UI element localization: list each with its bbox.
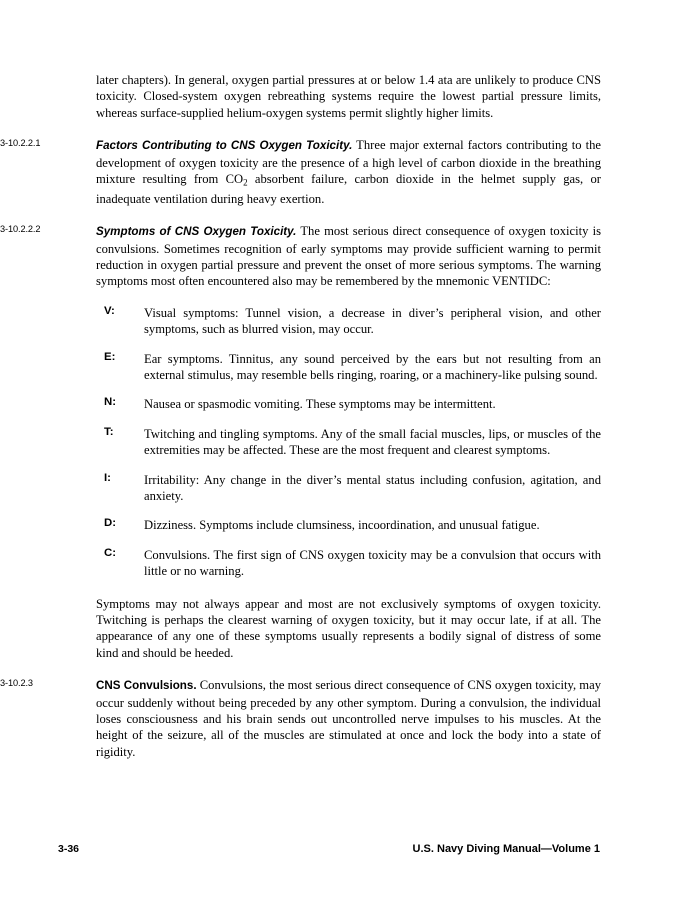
mnemonic-text: Convulsions. The first sign of CNS oxygen toxicity may be a convulsion that occurs with little or no warning.	[144, 547, 601, 579]
mnemonic-key: D:	[104, 517, 117, 530]
mnemonic-key: C:	[104, 546, 117, 559]
page-content	[0, 72, 601, 773]
mnemonic-key: V:	[104, 304, 115, 317]
mnemonic-text: Ear symptoms. Tinnitus, any sound perceived by the ears but not resulting from an external stimulus, may resemble bells ringing, roaring, or a machinery-like pulsing sound.	[144, 351, 601, 382]
section-text: The most serious direct consequence of oxygen toxicity is convulsions. Sometimes recognition of early symptoms may provide sufficient warning to permit reduction in oxygen partial pressure and prevent the onset of more serious symptoms. The warning symptoms most often encountered also may be remembered by the mnemonic VENTIDC:	[96, 224, 601, 289]
section-heading: CNS Convulsions.	[96, 679, 197, 693]
section-number: 3-10.2.3	[0, 678, 33, 689]
mnemonic-text: Dizziness. Symptoms include clumsiness, incoordination, and unusual fatigue.	[144, 518, 540, 533]
section-3-10-2-2-1	[0, 137, 601, 207]
page-footer	[0, 843, 695, 863]
list-item	[96, 472, 601, 505]
mnemonic-text: Twitching and tingling symptoms. Any of the small facial muscles, lips, or muscles of the extremities may be affected. These are the most frequent and clearest symptoms.	[144, 426, 601, 458]
closing-paragraph: Symptoms may not always appear and most are not exclusively symptoms of oxygen toxicity. Twitching is perhaps the clearest warning of oxygen toxicity, but it may occur late, if at all. The appearance of any one of these symptoms usually represents a bodily signal of distress of some kind and should be heeded.	[96, 596, 601, 660]
section-number: 3-10.2.2.1	[0, 138, 41, 149]
section-paragraph	[96, 223, 601, 290]
list-item	[96, 396, 601, 412]
section-number: 3-10.2.2.2	[0, 224, 41, 235]
list-item	[96, 517, 601, 533]
co2-subscript: 2	[243, 177, 248, 188]
mnemonic-text: Visual symptoms: Tunnel vision, a decrease in diver’s peripheral vision, and other symptoms, such as blurred vision, may occur.	[144, 305, 601, 337]
list-item	[96, 547, 601, 580]
footer-title: U.S. Navy Diving Manual—Volume 1	[412, 843, 600, 855]
section-text: Convulsions, the most serious direct consequence of CNS oxygen toxicity, may occur suddenly without being preceded by any other symptom. During a convulsion, the individual loses consciousness and his brain sends out uncontrolled nerve impulses to his muscles. At the height of the seizure, all of the muscles are stimulated at once and lock the body into a state of rigidity.	[96, 678, 601, 759]
intro-paragraph-block	[96, 72, 601, 121]
section-3-10-2-3	[0, 677, 601, 760]
list-item	[96, 305, 601, 338]
list-item	[96, 426, 601, 459]
page-number: 3-36	[58, 843, 80, 855]
closing-paragraph-block	[96, 596, 601, 662]
mnemonic-key: I:	[104, 471, 111, 484]
intro-paragraph: later chapters). In general, oxygen partial pressures at or below 1.4 ata are unlikely to produce CNS toxicity. Closed-system oxygen rebreathing systems require the lowest partial pressure limits, whereas surface-supplied helium-oxygen systems permit slightly higher limits.	[96, 73, 601, 120]
section-3-10-2-2-2	[0, 223, 601, 290]
section-paragraph	[96, 137, 601, 207]
mnemonic-text: Nausea or spasmodic vomiting. These symptoms may be intermittent.	[144, 397, 496, 412]
mnemonic-text: Irritability: Any change in the diver’s mental status including confusion, agitation, and anxiety.	[144, 472, 601, 503]
section-paragraph	[96, 677, 601, 760]
mnemonic-key: N:	[104, 396, 117, 409]
section-text-part2: absorbent failure, carbon dioxide in the helmet supply gas, or inadequate ventilation during heavy exertion.	[96, 172, 601, 206]
ventidc-mnemonic-list	[96, 305, 601, 580]
mnemonic-key: E:	[104, 350, 116, 363]
list-item	[96, 351, 601, 384]
section-text-part1: Three major external factors contributing to the development of oxygen toxicity are the presence of a high level of carbon dioxide in the breathing mixture resulting from CO	[96, 138, 601, 187]
section-heading: Factors Contributing to CNS Oxygen Toxicity.	[96, 139, 353, 153]
section-heading: Symptoms of CNS Oxygen Toxicity.	[96, 225, 297, 239]
mnemonic-key: T:	[104, 425, 114, 438]
